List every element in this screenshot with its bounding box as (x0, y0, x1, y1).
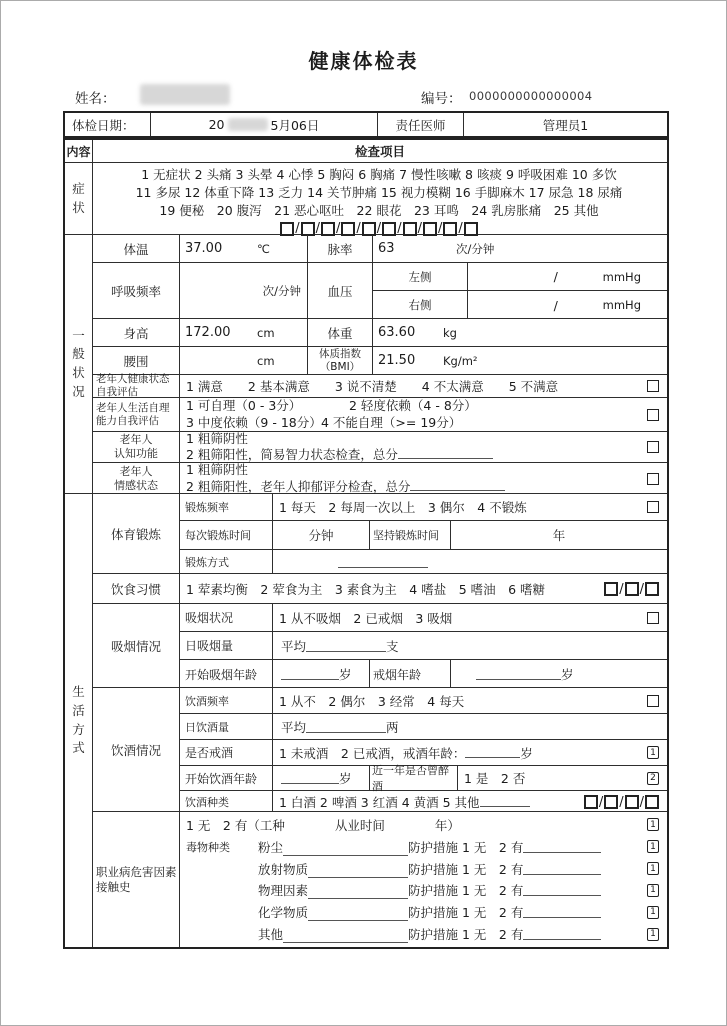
weight-label: 体重 (308, 319, 373, 346)
cognition-row (93, 432, 667, 463)
checkbox (301, 222, 315, 236)
checkbox (647, 409, 659, 421)
drinking-group-label: 饮酒情况 (93, 688, 180, 811)
drinking-freq-options: 1 从不 2 偶尔 3 经常 4 每天 (273, 688, 667, 713)
blank-line (480, 795, 530, 807)
diet-options: 1 荤素均衡 2 荤食为主 3 素食为主 4 嗜盐 5 嗜油 6 嗜糖 / / (180, 574, 667, 603)
checkbox (647, 441, 659, 453)
checkbox-selected: 1 (647, 840, 659, 853)
cognition-options: 1 粗筛阴性 2 粗筛阳性，简易智力状态检查，总分 (180, 432, 667, 462)
symptoms-row-label: 症状 (65, 163, 93, 234)
bmi-value: 21.50 (378, 353, 416, 368)
waist-value-cell (180, 347, 308, 374)
checkbox (645, 795, 659, 809)
exam-date-value (151, 113, 378, 136)
symptoms-line: 11 多尿 12 体重下降 13 乏力 14 关节肿痛 15 视力模糊 16 手脚麻木 17 尿急 18 尿痛 (135, 185, 623, 201)
height-value: 172.00 (185, 325, 231, 340)
bp-left-value (468, 263, 667, 290)
checkbox (321, 222, 335, 236)
drinking-quit-options: 1 未戒酒 2 已戒酒，戒酒年龄： 岁 1 (273, 740, 667, 765)
drinking-amount-row (180, 714, 667, 740)
symptoms-checkbox-row (280, 220, 478, 236)
doctor-label: 责任医师 (378, 113, 464, 136)
occupational-item-line: 毒物种类 粉尘 防护措施 1 无 2 有 1 (180, 836, 667, 858)
separator: / (376, 221, 382, 237)
smoking-group (93, 604, 667, 688)
name-label: 姓名： (75, 91, 116, 107)
emotion-label: 老年人 情感状态 (93, 463, 180, 494)
checkbox (647, 695, 659, 707)
checkbox (382, 222, 396, 236)
pulse-unit: 次/分钟 (456, 241, 495, 256)
name-redacted-blur (140, 84, 230, 105)
blank-line (306, 640, 386, 652)
emotion-row (93, 463, 667, 494)
exercise-time-row (180, 521, 667, 550)
page-title: 健康体检表 (308, 49, 419, 73)
exam-date-suffix: 5月06日 (270, 117, 320, 133)
toxin-label: 毒物种类 (186, 840, 230, 854)
separator: / (397, 221, 402, 237)
resp-label: 呼吸频率 (93, 263, 180, 318)
bp-unit: mmHg (602, 298, 641, 312)
blank-line (283, 845, 408, 856)
exercise-group-label: 体育锻炼 (93, 494, 180, 573)
waist-label: 腰围 (93, 347, 180, 374)
symptoms-line: 19 便秘 20 腹泻 21 恶心呕吐 22 眼花 23 耳鸣 24 乳房胀痛 25 其他 (159, 203, 599, 219)
blank-line (523, 906, 601, 918)
emotion-options: 1 粗筛阴性 2 粗筛阳性，老年人抑郁评分检查，总分 (180, 463, 667, 494)
separator: / (639, 794, 644, 810)
separator: / (417, 221, 422, 237)
drinking-type-options: 1 白酒 2 啤酒 3 红酒 4 黄酒 5 其他 / / / (273, 791, 667, 812)
separator: / (315, 221, 321, 237)
exercise-mode-label: 锻炼方式 (180, 550, 273, 574)
smoking-quit-value: 岁 (451, 660, 667, 688)
weight-value-cell (373, 319, 667, 346)
general-section (65, 235, 667, 494)
bp-slash: / (553, 269, 558, 284)
bp-right-label: 右侧 (373, 291, 468, 319)
doctor-value: 管理员1 (542, 117, 589, 133)
blank-line (308, 888, 408, 899)
bp-label: 血压 (308, 263, 373, 318)
exam-header-table (63, 111, 669, 138)
occupational-item-line: 放射物质 防护措施 1 无 2 有 1 (180, 858, 667, 880)
checkbox (647, 501, 659, 513)
diet-checkbox-row (604, 581, 659, 597)
table-head-row (65, 140, 667, 163)
smoking-status-label: 吸烟状况 (180, 604, 273, 631)
smoking-status-row (180, 604, 667, 632)
exam-main-table (63, 138, 669, 949)
resp-unit: 次/分钟 (262, 283, 301, 298)
pulse-value: 63 (378, 241, 395, 256)
occupational-item-line: 物理因素 防护措施 1 无 2 有 1 (180, 879, 667, 901)
elder-health-label: 老年人健康状态 自我评估 (93, 375, 180, 397)
checkbox (647, 612, 659, 624)
checkbox-selected: 1 (647, 928, 659, 941)
checkbox-selected: 1 (647, 862, 659, 875)
drinking-amount-value: 平均 两 (281, 719, 399, 735)
bp-right-row (373, 291, 667, 319)
col-head-items: 检查项目 (354, 144, 405, 159)
exercise-mode-value (273, 550, 667, 574)
drinking-freq-row (180, 688, 667, 714)
symptoms-row (65, 163, 667, 235)
elder-selfcare-label: 老年人生活自理 能力自我评估 (93, 398, 180, 431)
lifestyle-row-label: 生活方式 (65, 494, 93, 947)
resp-unit-cell (180, 263, 308, 318)
height-value-cell (180, 319, 308, 346)
blank-line (523, 928, 601, 940)
col-head-content: 内容 (65, 140, 93, 162)
bmi-unit: Kg/m² (443, 353, 478, 368)
separator: / (295, 221, 300, 237)
bp-left-row (373, 263, 667, 291)
drinking-start-row (180, 766, 667, 791)
weight-unit: kg (443, 325, 457, 340)
smoking-age-row (180, 660, 667, 688)
symptoms-content (93, 163, 667, 237)
pulse-label: 脉率 (308, 235, 373, 262)
checkbox (625, 795, 639, 809)
checkbox-selected: 1 (647, 818, 659, 831)
symptoms-line: 1 无症状 2 头痛 3 头晕 4 心悸 5 胸闷 6 胸痛 7 慢性咳嗽 8 咳痰 9 呼吸困难 10 多饮 (141, 167, 617, 182)
blank-line (523, 884, 601, 896)
general-row-label: 一般状况 (65, 235, 93, 493)
occupational-row (93, 812, 667, 947)
blank-line (308, 910, 408, 921)
bp-right-value (468, 291, 667, 319)
smoking-start-label: 开始吸烟年龄 (180, 660, 273, 688)
separator: / (619, 794, 624, 810)
height-weight-row (93, 319, 667, 347)
exam-date-redacted-blur (228, 118, 268, 131)
exercise-freq-row (180, 494, 667, 521)
checkbox (604, 582, 618, 596)
bp-left-label: 左侧 (373, 263, 468, 290)
drinking-amount-label: 日饮酒量 (180, 714, 273, 739)
drinking-quit-label: 是否戒酒 (180, 740, 273, 765)
exercise-mode-row (180, 550, 667, 574)
bp-slash: / (553, 297, 558, 313)
elder-health-options: 1 满意 2 基本满意 3 说不清楚 4 不太满意 5 不满意 (180, 375, 667, 397)
temp-value: 37.00 (185, 241, 223, 256)
smoking-group-label: 吸烟情况 (93, 604, 180, 687)
checkbox (443, 222, 457, 236)
checkbox (625, 582, 639, 596)
drinking-start-value: 岁 (273, 766, 370, 790)
checkbox (280, 222, 294, 236)
separator: / (336, 221, 341, 237)
elder-selfcare-options: 1 可自理（0 - 3分） 2 轻度依赖（4 - 8分） 3 中度依赖（9 - 18分） 4 不能自理（>= 19分） (180, 398, 667, 431)
waist-bmi-row (93, 347, 667, 375)
smoking-amount-label: 日吸烟量 (180, 632, 273, 659)
occupational-item-line: 化学物质 防护措施 1 无 2 有 1 (180, 901, 667, 923)
temp-unit: ℃ (257, 241, 270, 256)
blank-line (523, 841, 601, 853)
checkbox (645, 582, 659, 596)
blank-line (338, 556, 428, 568)
bmi-label: 体质指数 （BMI） (308, 347, 373, 374)
resp-bp-row (93, 263, 667, 319)
checkbox-selected: 1 (647, 884, 659, 897)
separator: / (598, 794, 604, 810)
blank-line (410, 479, 505, 491)
checkbox (341, 222, 355, 236)
checkbox-selected: 1 (647, 746, 659, 759)
smoking-amount-value: 平均 支 (281, 638, 399, 654)
blank-line (306, 721, 386, 733)
temp-label: 体温 (93, 235, 180, 262)
drinking-start-label: 开始饮酒年龄 (180, 766, 273, 790)
code-label: 编号： (421, 91, 462, 107)
diet-label: 饮食习惯 (93, 574, 180, 603)
drinking-type-checkbox-row (584, 794, 659, 810)
checkbox (403, 222, 417, 236)
separator: / (458, 221, 463, 237)
blank-line (465, 746, 520, 758)
temp-value-cell (180, 235, 308, 262)
blank-line (283, 932, 408, 943)
checkbox-selected: 2 (647, 772, 659, 785)
blank-line (308, 867, 408, 878)
exam-date-prefix: 20 (208, 117, 225, 132)
occupational-header-line: 1 无 2 有（工种 从业时间 年） 1 (180, 814, 667, 836)
separator: / (639, 581, 644, 597)
separator: / (437, 221, 443, 237)
height-unit: cm (257, 325, 275, 340)
bmi-value-cell (373, 347, 667, 374)
bp-unit: mmHg (602, 269, 641, 284)
exercise-time-label: 每次锻炼时间 (180, 521, 273, 549)
weight-value: 63.60 (378, 325, 416, 340)
checkbox (362, 222, 376, 236)
checkbox (647, 473, 659, 485)
blank-line (281, 772, 339, 784)
checkbox (604, 795, 618, 809)
cognition-label: 老年人 认知功能 (93, 432, 180, 462)
exercise-persist-label: 坚持锻炼时间 (370, 521, 451, 549)
exercise-freq-label: 锻炼频率 (180, 494, 273, 520)
blank-line (398, 447, 493, 459)
exercise-freq-options: 1 每天 2 每周一次以上 3 偶尔 4 不锻炼 (273, 494, 667, 520)
smoking-status-options: 1 从不吸烟 2 已戒烟 3 吸烟 (273, 604, 667, 631)
checkbox (584, 795, 598, 809)
separator: / (356, 221, 361, 237)
height-label: 身高 (93, 319, 180, 346)
temp-pulse-row (93, 235, 667, 263)
occupational-item-line: 其他 防护措施 1 无 2 有 1 (180, 923, 667, 945)
exercise-persist-unit: 年 (552, 528, 566, 543)
smoking-quit-label: 戒烟年龄 (370, 660, 451, 688)
drunk-options: 1 是 2 否 2 (458, 766, 667, 790)
checkbox (423, 222, 437, 236)
drinking-type-row (180, 791, 667, 812)
code-value: 0000000000000004 (469, 89, 593, 103)
drinking-type-label: 饮酒种类 (180, 791, 273, 812)
drinking-group (93, 688, 667, 812)
smoking-amount-row (180, 632, 667, 660)
drinking-freq-label: 饮酒频率 (180, 688, 273, 713)
smoking-start-value: 岁 (273, 660, 370, 688)
lifestyle-section (65, 494, 667, 947)
elder-selfcare-row (93, 398, 667, 432)
pulse-value-cell (373, 235, 667, 262)
waist-unit: cm (257, 353, 275, 368)
diet-row (93, 574, 667, 604)
blank-line (281, 668, 339, 680)
occupational-label: 职业病危害因素 接触史 (93, 812, 180, 947)
exercise-time-unit: 分钟 (273, 521, 370, 549)
elder-health-row (93, 375, 667, 398)
blank-line (476, 668, 561, 680)
exam-date-label: 体检日期： (65, 113, 151, 136)
checkbox (647, 380, 659, 392)
checkbox-selected: 1 (647, 906, 659, 919)
separator: / (619, 581, 624, 597)
exercise-group (93, 494, 667, 574)
checkbox (464, 222, 478, 236)
drunk-label: 近一年是否曾醉酒 (370, 766, 458, 790)
blank-line (523, 863, 601, 875)
